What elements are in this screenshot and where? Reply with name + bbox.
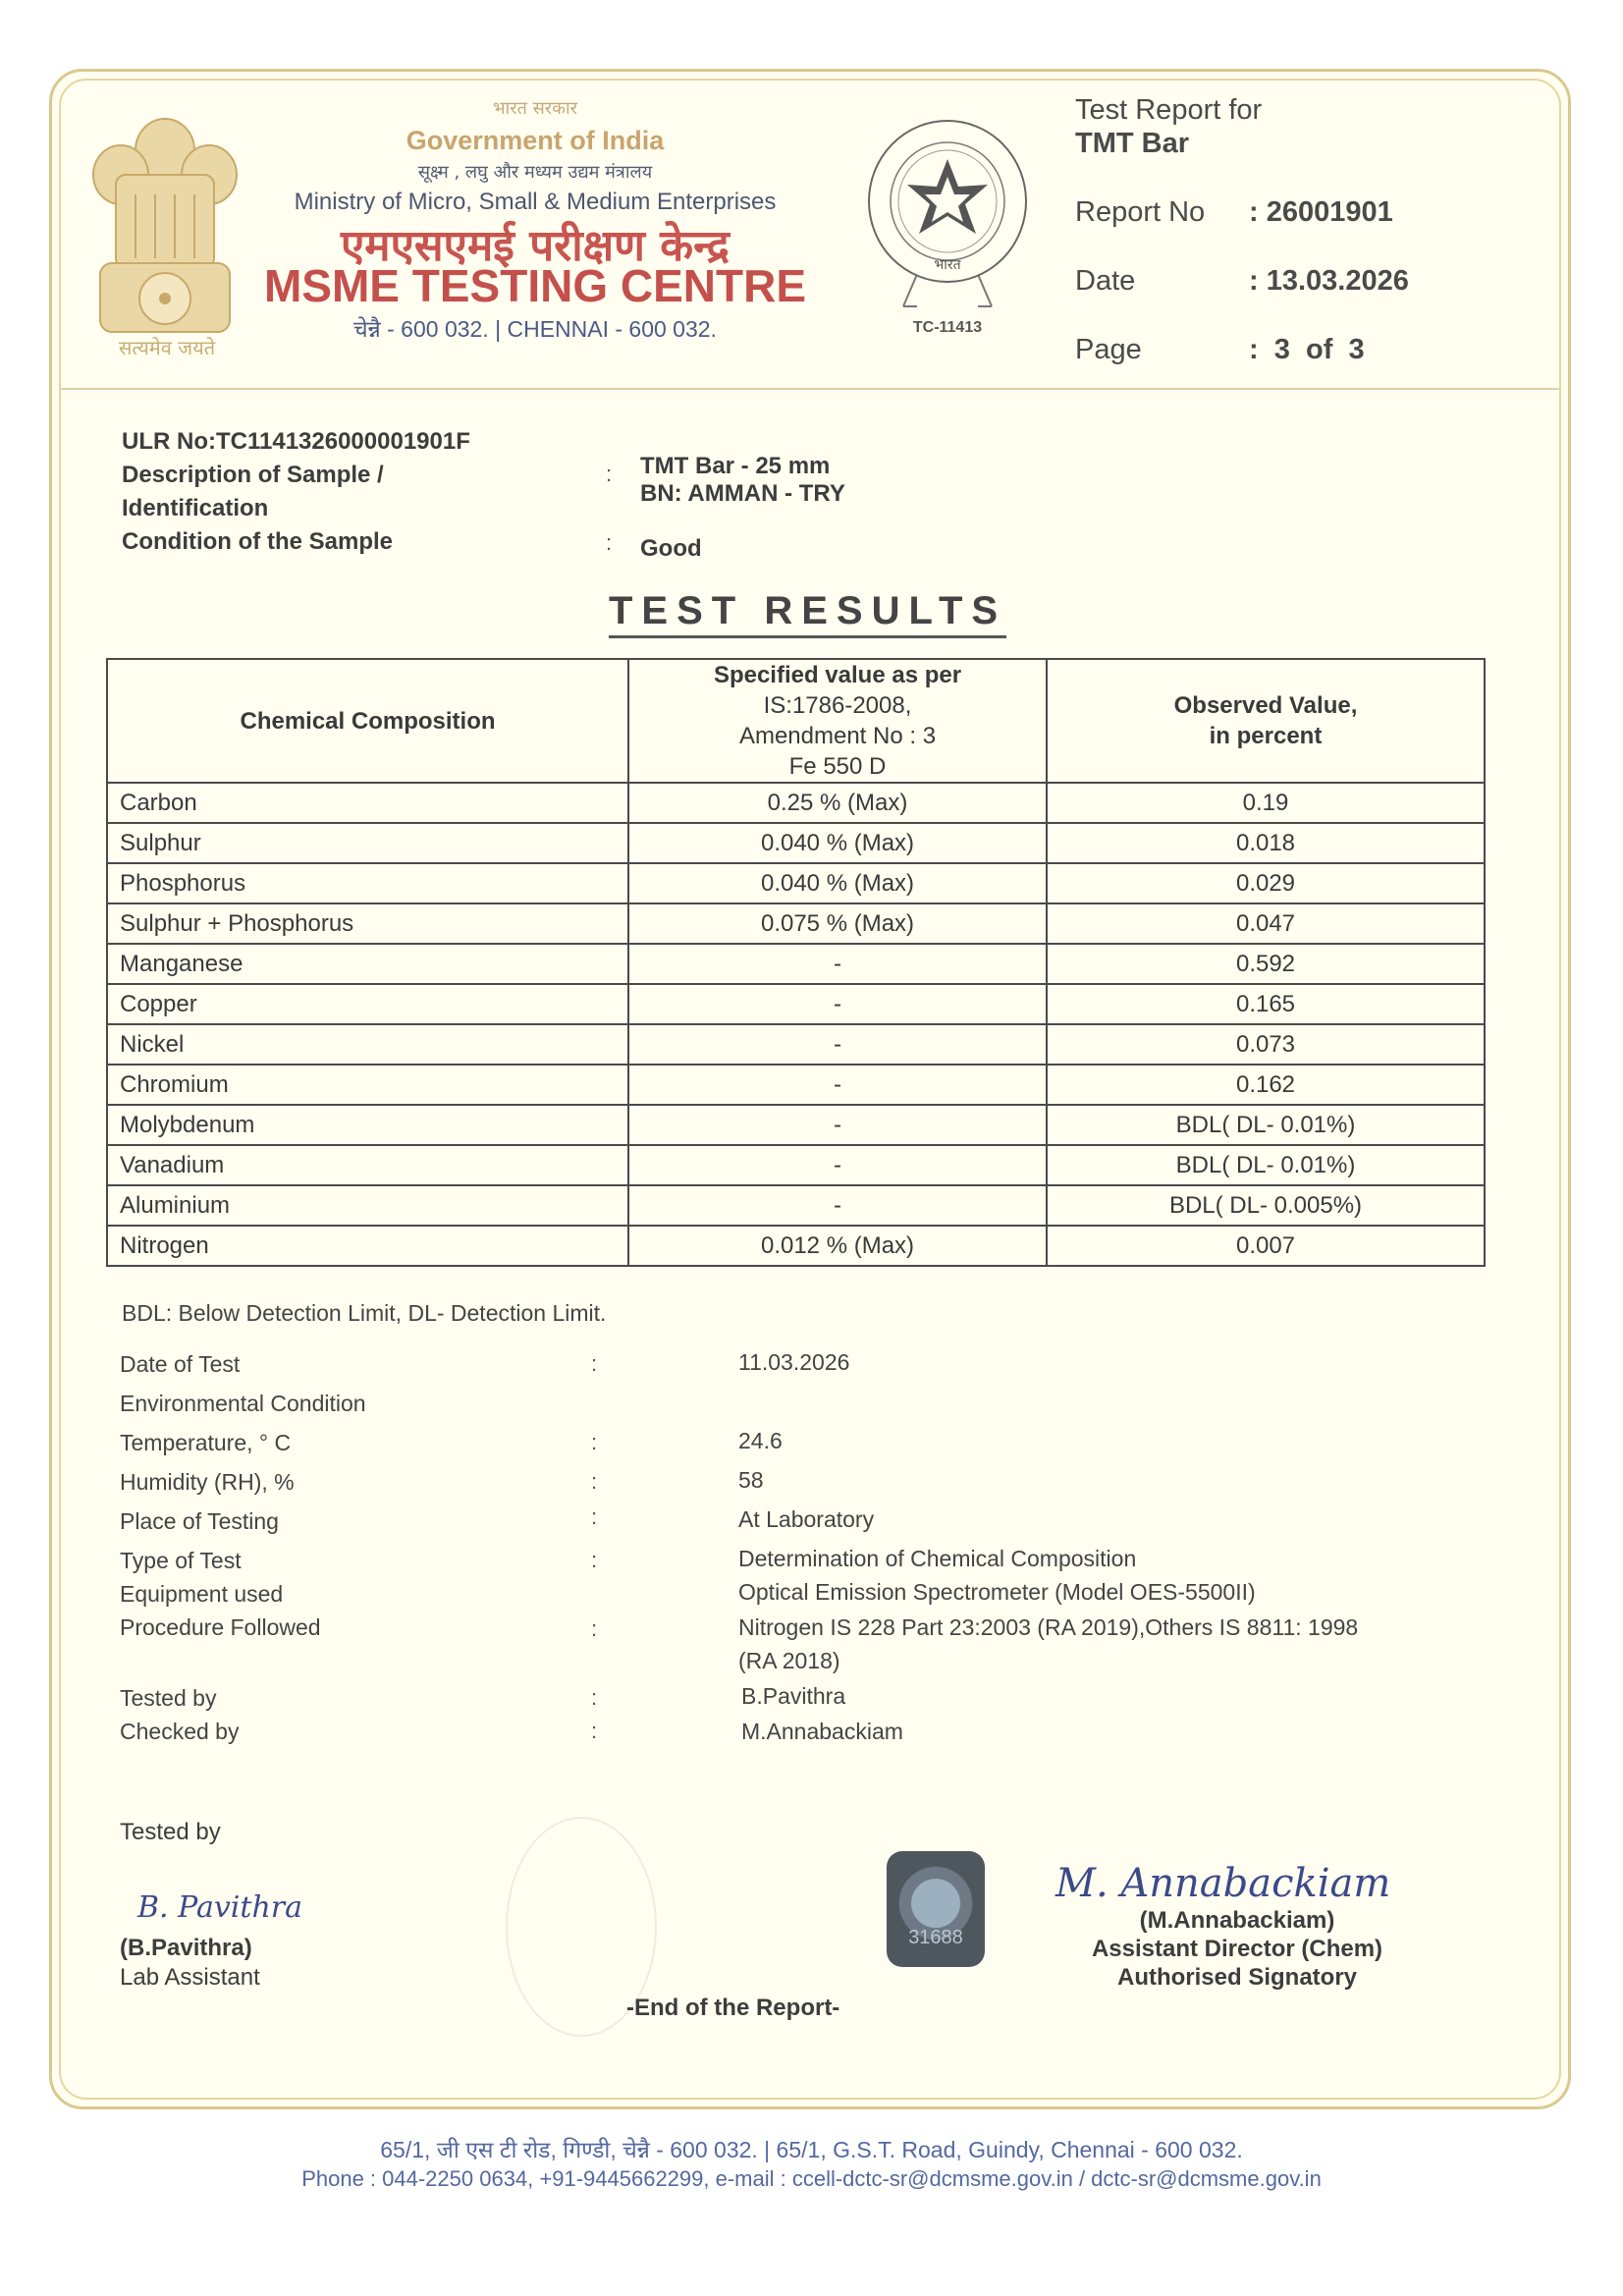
cell-observed: 0.029: [1047, 863, 1485, 903]
cell-element: Sulphur + Phosphorus: [107, 903, 628, 944]
cell-element: Carbon: [107, 783, 628, 823]
cell-specified: 0.040 % (Max): [628, 863, 1047, 903]
national-emblem-icon: [86, 106, 243, 342]
table-row: [107, 1105, 1485, 1145]
checked-by-colon: :: [591, 1719, 598, 1743]
header-observed-value: Observed Value, in percent: [1047, 659, 1485, 783]
bdl-note: BDL: Below Detection Limit, DL- Detection Limit.: [122, 1300, 607, 1326]
tested-by-heading: Tested by: [120, 1819, 221, 1845]
humidity-colon: :: [591, 1469, 598, 1494]
table-row: [107, 1145, 1485, 1185]
cell-specified: 0.012 % (Max): [628, 1226, 1047, 1266]
report-for-value: TMT Bar: [1075, 128, 1189, 159]
hologram-number: 31688: [908, 1927, 963, 1948]
description-label-1: Description of Sample /: [122, 462, 384, 488]
seal-code: TC-11413: [912, 319, 983, 336]
date-of-test-value: 11.03.2026: [738, 1349, 850, 1375]
header-divider: [61, 388, 1559, 390]
table-row: [107, 903, 1485, 944]
table-row: [107, 823, 1485, 863]
report-no-value: : 26001901: [1249, 196, 1393, 228]
condition-colon: :: [606, 530, 613, 555]
cell-specified: 0.075 % (Max): [628, 903, 1047, 944]
tester-name: (B.Pavithra): [120, 1935, 252, 1961]
ministry-title: Ministry of Micro, Small & Medium Enterprises: [294, 189, 777, 215]
description-colon: :: [606, 462, 613, 486]
cell-specified: -: [628, 944, 1047, 984]
description-label-2: Identification: [122, 495, 269, 521]
cell-element: Molybdenum: [107, 1105, 628, 1145]
date-value: : 13.03.2026: [1249, 265, 1409, 297]
cell-element: Nickel: [107, 1024, 628, 1065]
table-row: [107, 783, 1485, 823]
test-results-heading: TEST RESULTS: [609, 589, 1006, 638]
table-row: [107, 944, 1485, 984]
signatory-name: (M.Annabackiam): [1139, 1907, 1335, 1934]
cell-specified: 0.040 % (Max): [628, 823, 1047, 863]
report-for-label: Test Report for: [1075, 94, 1263, 126]
tester-signature: B. Pavithra: [137, 1890, 302, 1925]
hindi-centre-title: एमएसएमई परीक्षण केन्द्र: [340, 221, 730, 271]
tested-by-colon: :: [591, 1685, 598, 1710]
footer-address: 65/1, जी एस टी रोड, गिण्डी, चेन्नै - 600 032. | 65/1, G.S.T. Road, Guindy, Chennai - 600 032.: [380, 2137, 1243, 2162]
signatory-signature: M. Annabackiam: [1055, 1861, 1391, 1906]
accreditation-seal-icon: [864, 118, 1031, 314]
table-row: [107, 1185, 1485, 1226]
temperature-value: 24.6: [738, 1428, 783, 1453]
cell-element: Nitrogen: [107, 1226, 628, 1266]
hindi-government-text: भारत सरकार: [492, 98, 578, 119]
tested-by-label: Tested by: [120, 1685, 217, 1711]
header-chemical-composition: Chemical Composition: [107, 659, 628, 783]
government-title: Government of India: [406, 126, 665, 155]
cell-element: Manganese: [107, 944, 628, 984]
cell-specified: -: [628, 1145, 1047, 1185]
cell-element: Chromium: [107, 1065, 628, 1105]
cell-specified: -: [628, 1185, 1047, 1226]
type-of-test-value: Determination of Chemical Composition: [738, 1546, 1137, 1571]
report-no-label: Report No: [1075, 196, 1206, 228]
page-value: : 3 of 3: [1249, 334, 1365, 365]
date-label: Date: [1075, 265, 1136, 297]
end-of-report: -End of the Report-: [626, 1995, 840, 2021]
tested-by-value: B.Pavithra: [741, 1683, 846, 1709]
cell-specified: -: [628, 1065, 1047, 1105]
cell-element: Vanadium: [107, 1145, 628, 1185]
cell-element: Copper: [107, 984, 628, 1024]
checked-by-label: Checked by: [120, 1719, 240, 1744]
equipment-value: Optical Emission Spectrometer (Model OES-5500II): [738, 1579, 1256, 1605]
signatory-role: Assistant Director (Chem): [1091, 1936, 1383, 1962]
cell-observed: BDL( DL- 0.01%): [1047, 1145, 1485, 1185]
environmental-condition-label: Environmental Condition: [120, 1391, 366, 1416]
place-of-testing-value: At Laboratory: [738, 1506, 875, 1532]
checked-by-value: M.Annabackiam: [741, 1719, 903, 1744]
cell-observed: BDL( DL- 0.01%): [1047, 1105, 1485, 1145]
table-row: [107, 1226, 1485, 1266]
header-specified-value: Specified value as per IS:1786-2008, Amendment No : 3 Fe 550 D: [628, 659, 1047, 783]
date-of-test-label: Date of Test: [120, 1351, 241, 1377]
centre-title: MSME TESTING CENTRE: [263, 260, 807, 311]
cell-observed: 0.018: [1047, 823, 1485, 863]
signatory-authority: Authorised Signatory: [1116, 1964, 1358, 1991]
humidity-label: Humidity (RH), %: [120, 1469, 295, 1495]
description-value-1: TMT Bar - 25 mm: [640, 453, 831, 479]
cell-observed: BDL( DL- 0.005%): [1047, 1185, 1485, 1226]
condition-value: Good: [640, 535, 702, 562]
type-of-test-colon: :: [591, 1548, 598, 1572]
cell-observed: 0.592: [1047, 944, 1485, 984]
cell-observed: 0.162: [1047, 1065, 1485, 1105]
ulr-number: ULR No:TC1141326000001901F: [122, 428, 470, 455]
date-of-test-colon: :: [591, 1351, 598, 1376]
cell-specified: -: [628, 1024, 1047, 1065]
hindi-ministry-text: सूक्ष्म , लघु और मध्यम उद्यम मंत्रालय: [417, 162, 653, 183]
place-of-testing-colon: :: [591, 1504, 598, 1529]
table-row: [107, 1024, 1485, 1065]
seal-text: भारत: [934, 257, 961, 273]
temperature-label: Temperature, ° C: [120, 1430, 292, 1455]
chemical-composition-table: [106, 658, 1486, 1267]
cell-element: Aluminium: [107, 1185, 628, 1226]
condition-label: Condition of the Sample: [122, 528, 393, 555]
cell-observed: 0.19: [1047, 783, 1485, 823]
equipment-label: Equipment used: [120, 1581, 284, 1607]
procedure-colon: :: [591, 1616, 598, 1641]
centre-city: चेन्नै - 600 032. | CHENNAI - 600 032.: [353, 316, 717, 342]
cell-element: Phosphorus: [107, 863, 628, 903]
table-row: [107, 863, 1485, 903]
emblem-motto: सत्यमेव जयते: [118, 336, 216, 359]
cell-observed: 0.165: [1047, 984, 1485, 1024]
procedure-value-1: Nitrogen IS 228 Part 23:2003 (RA 2019),Others IS 8811: 1998: [738, 1614, 1359, 1640]
tester-role: Lab Assistant: [120, 1964, 260, 1991]
table-row: [107, 984, 1485, 1024]
procedure-value-2: (RA 2018): [738, 1648, 840, 1673]
cell-observed: 0.047: [1047, 903, 1485, 944]
place-of-testing-label: Place of Testing: [120, 1508, 279, 1534]
cell-specified: -: [628, 984, 1047, 1024]
type-of-test-label: Type of Test: [120, 1548, 242, 1573]
table-row: [107, 1065, 1485, 1105]
hologram-seal-icon: [887, 1851, 985, 1967]
cell-specified: -: [628, 1105, 1047, 1145]
footer-contact: Phone : 044-2250 0634, +91-9445662299, e-mail : ccell-dctc-sr@dcmsme.gov.in / dctc-sr@dcmsme.gov.in: [301, 2166, 1322, 2191]
table-header-row: [107, 659, 1485, 783]
cell-observed: 0.073: [1047, 1024, 1485, 1065]
page-label: Page: [1075, 334, 1142, 365]
description-value-2: BN: AMMAN - TRY: [640, 480, 845, 507]
temperature-colon: :: [591, 1430, 598, 1454]
procedure-label: Procedure Followed: [120, 1614, 321, 1640]
cell-specified: 0.25 % (Max): [628, 783, 1047, 823]
humidity-value: 58: [738, 1467, 764, 1493]
cell-observed: 0.007: [1047, 1226, 1485, 1266]
cell-element: Sulphur: [107, 823, 628, 863]
